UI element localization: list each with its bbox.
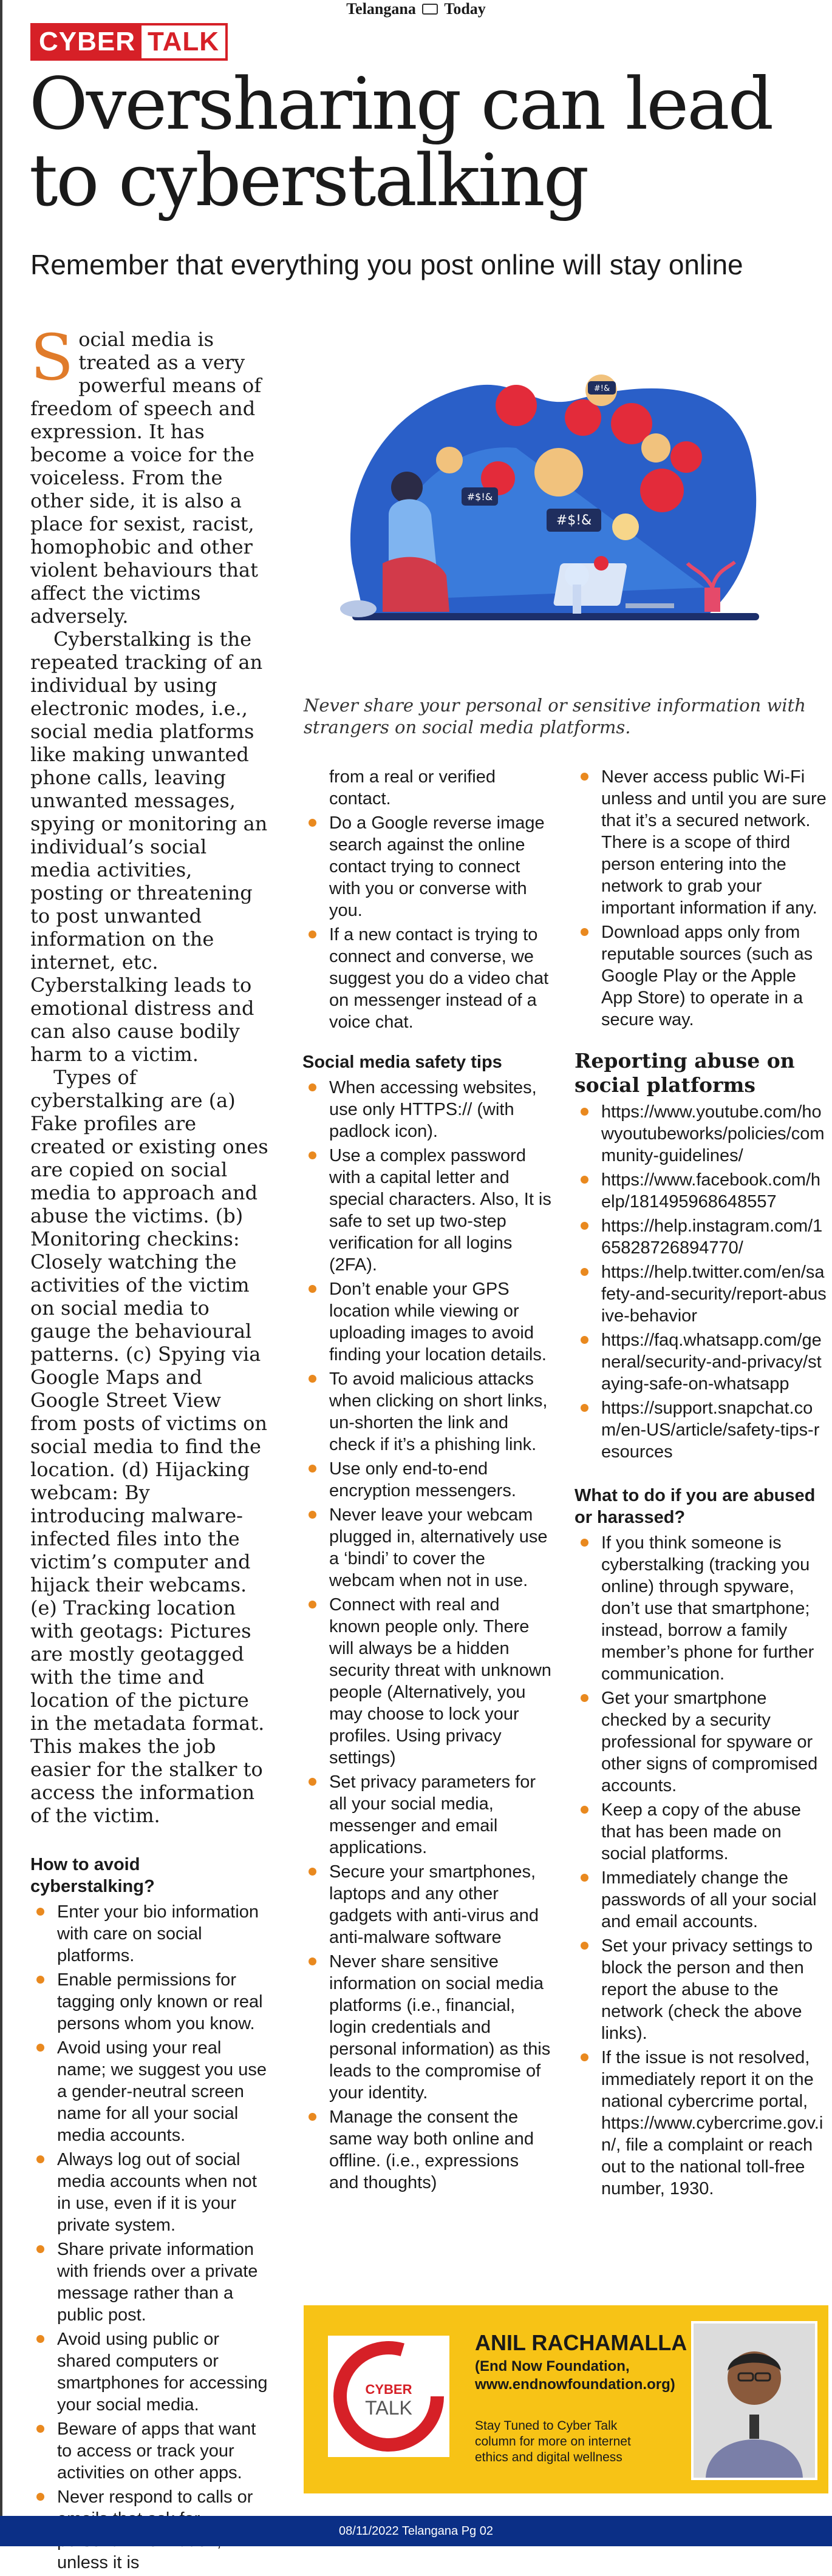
column-3 <box>575 766 828 2202</box>
list-item: To avoid malicious attacks when clicking on short links, un-shorten the link and check if it’s a phishing link. <box>302 1368 553 1456</box>
tips-heading: Social media safety tips <box>302 1052 502 1072</box>
link-item: https://faq.whatsapp.com/general/security-and-privacy/staying-safe-on-whatsapp <box>575 1329 828 1395</box>
page-footer: 08/11/2022 Telangana Pg 02 <box>0 2516 832 2546</box>
list-item: Set privacy parameters for all your social media, messenger and email applications. <box>302 1771 553 1859</box>
list-item: Never share sensitive information on social media platforms (i.e., financial, login credentials and personal information) as this leads to the compromise of your identity. <box>302 1951 553 2104</box>
list-item: Download apps only from reputable sources (such as Google Play or the Apple App Store) to operate in a secure way. <box>575 921 828 1031</box>
list-item: Secure your smartphones, laptops and any other gadgets with anti-virus and anti-malware software <box>302 1861 553 1948</box>
list-item: Never respond to calls or unless it is <box>30 2486 268 2574</box>
list-item: Avoid using public or shared computers or smartphones for accessing your social media. <box>30 2328 268 2416</box>
column-note: Stay Tuned to Cyber Talk column for more on internet ethics and digital wellness <box>475 2419 631 2464</box>
article-paragraph-1: Social media is treated as a very powerful means of freedom of speech and expression. It has become a voice for the voiceless. From the other side, it is also a place for sexist, racist, homophobic and other violent behaviours that affect the victims adversely. <box>30 320 262 628</box>
author-name: ANIL RACHAMALLA <box>475 2330 687 2355</box>
reporting-links <box>575 1101 828 1463</box>
list-item: When accessing websites, use only HTTPS:// (with padlock icon). <box>302 1077 553 1142</box>
reporting-heading: Reporting abuse on social platforms <box>575 1049 795 1097</box>
article-body <box>30 320 268 1827</box>
list-item: Use a complex password with a capital letter and special characters. Also, It is safe to set up two-step verification for all logins (2FA). <box>302 1145 553 1276</box>
link-item: https://help.instagram.com/165828726894770/ <box>575 1215 828 1259</box>
list-item: Keep a copy of the abuse that has been made on social platforms. <box>575 1799 828 1865</box>
abused-list <box>575 1532 828 2200</box>
list-item: If a new contact is trying to connect and converse, we suggest you do a video chat on messenger instead of a voice chat. <box>302 924 553 1033</box>
list-item-continued: from a real or verified contact. <box>329 767 496 808</box>
list-item: If the issue is not resolved, immediately report it on the national cybercrime portal, https://www.cybercrime.gov.in/, file a complaint or reach out to the national toll-free number, 1930. <box>575 2047 828 2200</box>
drop-cap: S <box>30 320 74 395</box>
list-item: Enable permissions for tagging only known or real persons whom you know. <box>30 1969 268 2035</box>
list-item: Enter your bio information with care on social platforms. <box>30 1901 268 1967</box>
avoid-heading: How to avoid cyberstalking? <box>30 1855 155 1896</box>
list-item: Don’t enable your GPS location while viewing or uploading images to avoid finding your location details. <box>302 1278 553 1366</box>
masthead-right: Today <box>444 0 486 18</box>
list-item: If you think someone is cyberstalking (tracking you online) through spyware, don’t use that smartphone; instead, borrow a family member’s phone for further communication. <box>575 1532 828 1685</box>
list-item: Always log out of social media accounts when not in use, even if it is your private system. <box>30 2149 268 2236</box>
list-item: Avoid using your real name; we suggest you use a gender-neutral screen name for all your social media accounts. <box>30 2037 268 2146</box>
list-item: Manage the consent the same way both online and offline. (i.e., expressions and thoughts) <box>302 2106 553 2194</box>
masthead-left: Telangana <box>346 0 416 18</box>
column-1 <box>30 320 268 2576</box>
article-paragraph-3: Types of cyberstalking are (a) Fake profiles are created or existing ones are copied on social media to approach and abuse the victims. (b) Monitoring checkins: Closely watching the activities of the victim on social media to gauge the behavioural patterns. (c) Spying via Google Maps and Google Street View from posts of victims on social media to find the location. (d) Hijacking webcam: By introducing malware-infected files into the victim’s computer and hijack their webcams. (e) Tracking location with geotags: Pictures are mostly geotagged with the time and location of the picture in the metadata format. This makes the job easier for the stalker to access the information of the victim. <box>30 1066 268 1827</box>
cyberbullying-illustration <box>316 333 777 654</box>
avoid-list-continued <box>302 766 553 1033</box>
bubble-symbol-text: #$!& <box>466 491 493 503</box>
list-item: Never access public Wi-Fi unless and until you are sure that it’s a secured network. There is a scope of third person entering into the network to grab your important information if any. <box>575 766 828 919</box>
headline: Oversharing can lead to cyberstalking <box>29 62 772 222</box>
bubble-symbol-text: #$!& <box>556 513 592 528</box>
list-item: Beware of apps that want to access or track your activities on other apps. <box>30 2418 268 2484</box>
article-paragraph-2: Cyberstalking is the repeated tracking of an individual by using electronic modes, i.e., social media platforms like making unwanted phone calls, leaving unwanted messages, spying or monitoring an individual’s social media activities, posting or threatening to post unwanted information on the internet, etc. Cyberstalking leads to emotional distress and can also cause bodily harm to a victim. <box>30 628 268 1066</box>
list-item: Get your smartphone checked by a security professional for spyware or other signs of compromised accounts. <box>575 1687 828 1797</box>
column-2 <box>302 766 553 2196</box>
abused-heading: What to do if you are abused or harassed? <box>575 1486 816 1527</box>
illustration-caption: Never share your personal or sensitive information with strangers on social media platforms. <box>304 695 806 737</box>
link-item: https://www.youtube.com/howyoutubeworks/policies/community-guidelines/ <box>575 1101 828 1167</box>
link-item: https://help.twitter.com/en/safety-and-security/report-abusive-behavior <box>575 1261 828 1327</box>
author-banner <box>304 2305 828 2493</box>
author-photo <box>691 2321 817 2480</box>
list-item: Connect with real and known people only. There will always be a hidden security threat with unknown people (Alternatively, you may choose to lock your profiles. Using privacy settings) <box>302 1594 553 1769</box>
logo-text-top: CYBER <box>365 2382 412 2397</box>
list-item: Never leave your webcam plugged in, alternatively use a ‘bindi’ to cover the webcam when not in use. <box>302 1504 553 1591</box>
link-item: https://support.snapchat.com/en-US/article/safety-tips-resources <box>575 1397 828 1463</box>
list-item: Use only end-to-end encryption messengers. <box>302 1458 553 1502</box>
tips-list-continued <box>575 766 828 1031</box>
list-item: Share private information with friends over a private message rather than a public post. <box>30 2239 268 2326</box>
avoid-list <box>30 1901 268 2574</box>
link-item: https://www.facebook.com/help/181495968648557 <box>575 1169 828 1213</box>
author-portrait-icon <box>694 2323 815 2478</box>
brand-part-2: TALK <box>142 25 225 58</box>
logo-text-bottom: TALK <box>365 2397 412 2419</box>
list-item: Do a Google reverse image search against the online contact trying to connect with you or converse with you. <box>302 812 553 921</box>
list-item: Immediately change the passwords of all your social and email accounts. <box>575 1867 828 1933</box>
cyber-talk-brand <box>30 23 228 61</box>
brand-part-1: CYBER <box>33 25 142 58</box>
author-organization: (End Now Foundation, www.endnowfoundation.org) <box>475 2358 675 2393</box>
subheadline: Remember that everything you post online will stay online <box>30 249 743 280</box>
page-left-rule <box>0 0 2 2516</box>
list-item: Set your privacy settings to block the person and then report the abuse to the network (check the above links). <box>575 1935 828 2044</box>
bubble-symbol-text: #!& <box>593 384 610 393</box>
masthead <box>0 0 832 21</box>
tips-list <box>302 1077 553 2194</box>
cyber-talk-logo <box>328 2336 449 2457</box>
emblem-icon <box>422 4 438 15</box>
